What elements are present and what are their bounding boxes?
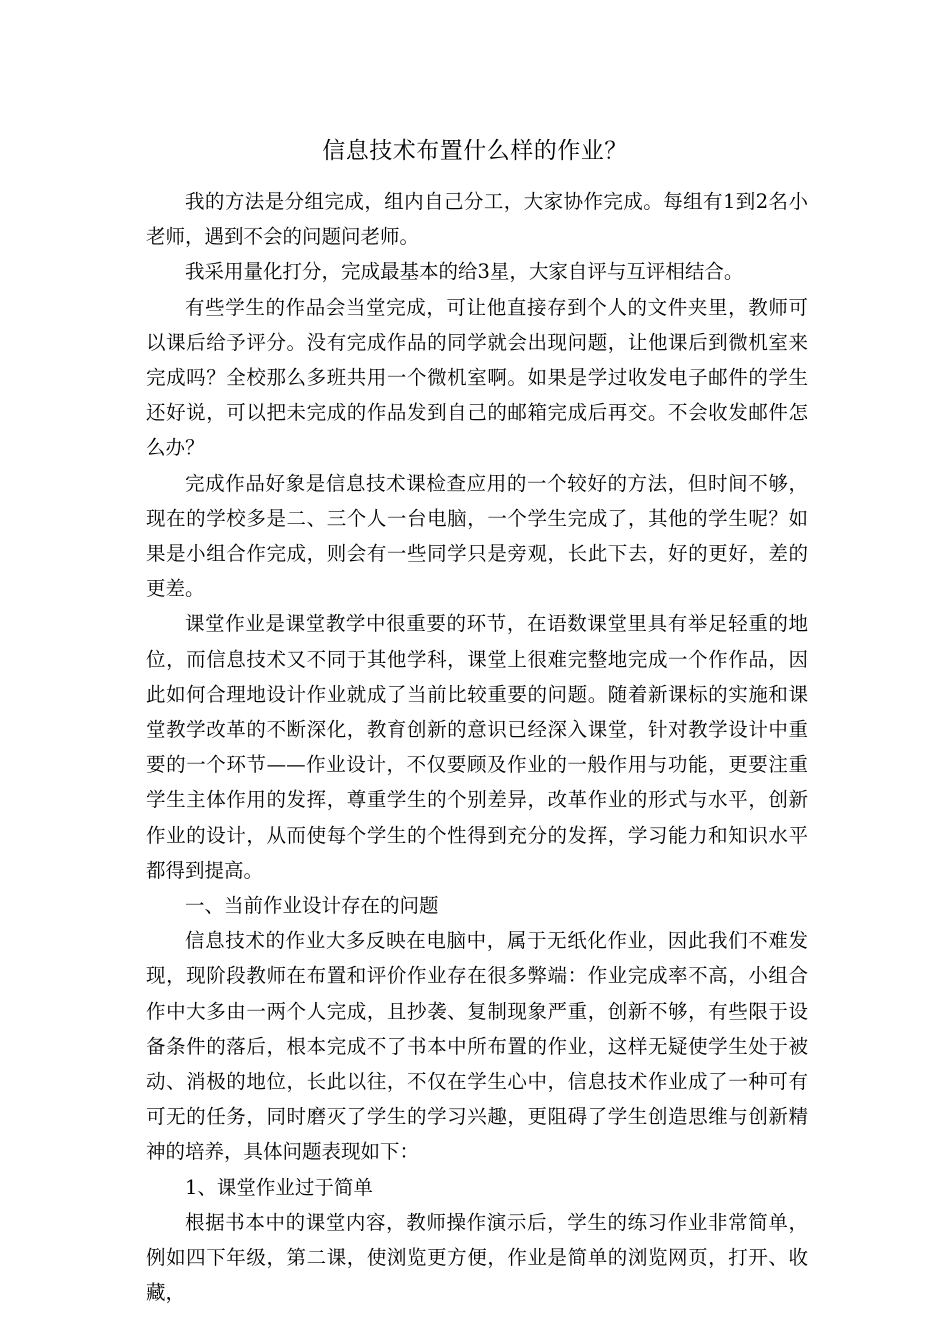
- paragraph: 我采用量化打分，完成最基本的给3星，大家自评与互评相结合。: [185, 260, 744, 284]
- document-title: 信息技术布置什么样的作业？: [322, 138, 628, 164]
- paragraph: 根据书本中的课堂内容，教师操作演示后，学生的练习作业非常简单，例如四下年级，第二课，使浏览更方便，作业是简单的浏览网页，打开、收藏，: [146, 1210, 808, 1305]
- paragraph: 信息技术的作业大多反映在电脑中，属于无纸化作业，因此我们不难发现，现阶段教师在布置和评价作业存在很多弊端：作业完成率不高，小组合作中大多由一两个人完成，且抄袭、复制现象严重，创新不够，有些限于设备条件的落后，根本完成不了书本中所布置的作业，这样无疑使学生处于被动、消极的地位，长此以往，不仅在学生心中，信息技术作业成了一种可有可无的任务，同时磨灭了学生的学习兴趣，更阻碍了学生创造思维与创新精神的培养，具体问题表现如下：: [146, 929, 808, 1164]
- paragraph: 课堂作业是课堂教学中很重要的环节，在语数课堂里具有举足轻重的地位，而信息技术又不同于其他学科，课堂上很难完整地完成一个作作品，因此如何合理地设计作业就成了当前比较重要的问题。随着新课标的实施和课堂教学改革的不断深化，教育创新的意识已经深入课堂，针对教学设计中重要的一个环节——作业设计，不仅要顾及作业的一般作用与功能，更要注重学生主体作用的发挥，尊重学生的个别差异，改革作业的形式与水平，创新作业的设计，从而使每个学生的个性得到充分的发挥，学习能力和知识水平都得到提高。: [146, 612, 808, 882]
- paragraph: 我的方法是分组完成，组内自己分工，大家协作完成。每组有1到2名小老师，遇到不会的问题问老师。: [146, 190, 808, 249]
- paragraph: 有些学生的作品会当堂完成，可让他直接存到个人的文件夹里，教师可以课后给予评分。没有完成作品的同学就会出现问题，让他课后到微机室来完成吗？全校那么多班共用一个微机室啊。如果是学过收发电子邮件的学生还好说，可以把未完成的作品发到自己的邮箱完成后再交。不会收发邮件怎么办？: [146, 295, 808, 460]
- document-body: [146, 184, 808, 1311]
- section-heading: 一、当前作业设计存在的问题: [185, 894, 439, 918]
- paragraph: 完成作品好象是信息技术课检查应用的一个较好的方法，但时间不够，现在的学校多是二、三个人一台电脑，一个学生完成了，其他的学生呢？如果是小组合作完成，则会有一些同学只是旁观，长此下去，好的更好，差的更差。: [146, 471, 808, 601]
- subsection-heading: 1、课堂作业过于简单: [185, 1175, 373, 1199]
